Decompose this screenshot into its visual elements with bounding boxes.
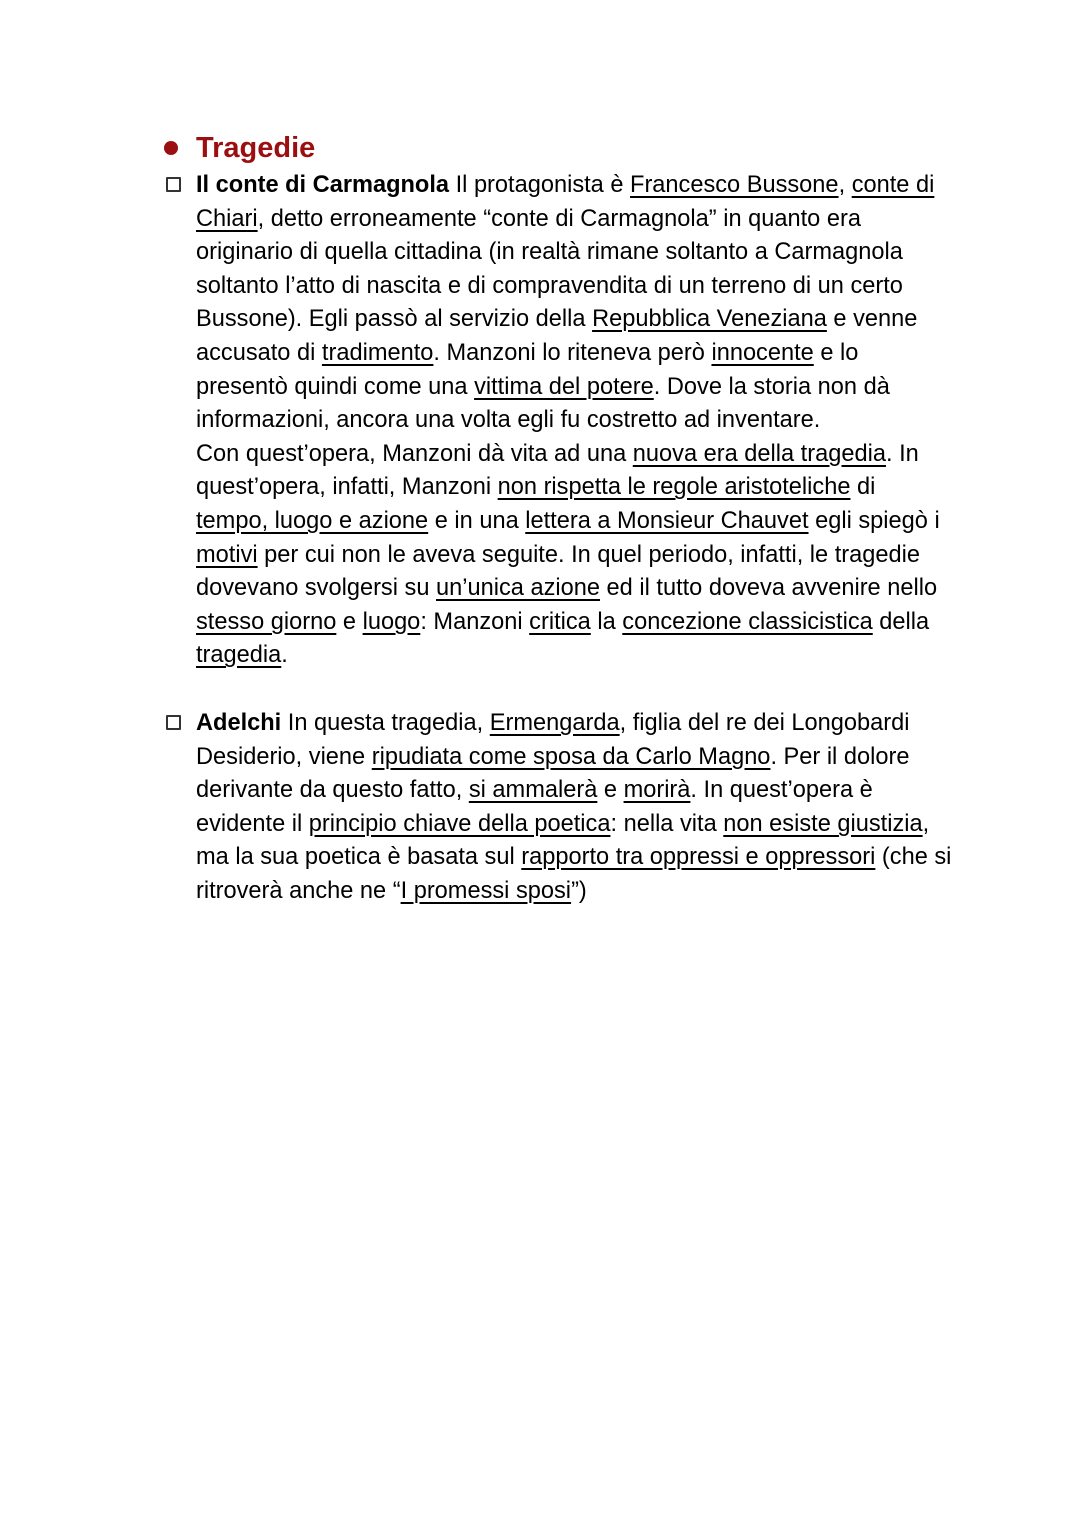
item-text <box>196 707 954 909</box>
paragraph <box>196 707 954 909</box>
underlined-run: tragedia <box>196 642 282 669</box>
underlined-run: tempo, luogo e azione <box>196 507 429 534</box>
text-run: . Dove la storia non dà informazioni, ancora una volta egli fu costretto ad inventare. <box>196 373 890 434</box>
text-run: Con quest’opera, Manzoni dà vita ad una <box>196 440 633 467</box>
text-run: In questa tragedia, <box>281 710 490 736</box>
underlined-run: morirà <box>623 777 691 804</box>
text-run: : nella vita <box>610 810 724 837</box>
text-run: e venne accusato di <box>196 306 918 366</box>
underlined-run: concezione classicistica <box>622 608 873 635</box>
underlined-run: tradimento <box>321 339 434 366</box>
underlined-run: stesso giorno <box>196 608 337 635</box>
underlined-run: Ermengarda <box>489 710 620 736</box>
text-run: ”) <box>571 877 587 904</box>
underlined-run: I promessi sposi <box>400 877 572 904</box>
underlined-run: non rispetta le regole aristoteliche <box>497 474 851 501</box>
text-run: ed il tutto doveva avvenire nello <box>600 575 938 602</box>
underlined-run: ripudiata come sposa da Carlo Magno <box>371 743 771 770</box>
text-run: , detto erroneamente “conte di Carmagnola” in quanto era originario di quella cittadina (in realtà rimane soltanto a Carmagnola soltanto l’atto di nascita e di compravendita di un terreno di un certo Bussone). Egli passò al servizio della <box>196 205 903 333</box>
checkbox-icon[interactable] <box>166 177 181 192</box>
underlined-run: luogo <box>362 608 421 635</box>
bullet-icon <box>164 141 178 155</box>
paragraph <box>196 438 954 673</box>
text-run: di <box>850 474 876 501</box>
text-run: . Per il dolore derivante da questo fatto, <box>196 743 910 804</box>
checkbox-icon[interactable] <box>166 715 181 730</box>
underlined-run: Francesco Bussone <box>630 172 839 198</box>
text-run: la <box>590 608 623 635</box>
text-run: . In quest’opera, infatti, Manzoni <box>196 440 919 501</box>
underlined-run: innocente <box>711 339 814 366</box>
section-title: Tragedie <box>196 131 316 164</box>
paragraph <box>196 169 954 438</box>
text-run: Il protagonista è <box>449 172 631 198</box>
underlined-run: motivi <box>196 541 258 568</box>
text-run: e lo presentò quindi come una <box>196 339 859 400</box>
underlined-run: non esiste giustizia <box>723 810 923 837</box>
text-run: . In quest’opera è evidente il <box>196 777 873 837</box>
section-heading <box>164 128 315 168</box>
underlined-run: vittima del potere <box>474 373 654 400</box>
checklist-item-adelchi <box>164 707 954 909</box>
text-run: per cui non le aveva seguite. In quel periodo, infatti, le tragedie dovevano svolgersi su <box>196 541 920 602</box>
text-run: , figlia del re dei Longobardi Desiderio, viene <box>196 710 910 770</box>
text-run: egli spiegò i <box>808 507 940 534</box>
underlined-run: nuova era della tragedia <box>632 440 886 467</box>
underlined-run: un’unica azione <box>436 575 600 602</box>
text-run: , <box>838 172 852 198</box>
text-run: , ma la sua poetica è basata sul <box>196 810 930 871</box>
text-run: e in una <box>428 507 526 534</box>
item-title: Il conte di Carmagnola <box>196 172 450 198</box>
underlined-run: principio chiave della poetica <box>308 810 611 837</box>
underlined-run: Repubblica Veneziana <box>592 306 827 333</box>
text-run: : Manzoni <box>420 608 530 635</box>
text-run: e <box>597 777 624 804</box>
underlined-run: lettera a Monsieur Chauvet <box>525 507 809 534</box>
underlined-run: rapporto tra oppressi e oppressori <box>521 844 876 871</box>
underlined-run: conte di Chiari <box>196 172 935 232</box>
item-title: Adelchi <box>196 710 282 736</box>
underlined-run: si ammalerà <box>468 777 598 804</box>
checklist-item-carmagnola <box>164 169 954 673</box>
text-run: (che si ritroverà anche ne “ <box>196 844 952 904</box>
text-run: della <box>872 608 930 635</box>
item-text <box>196 169 954 673</box>
text-run: . Manzoni lo riteneva però <box>433 339 712 366</box>
text-run: . <box>281 642 288 669</box>
underlined-run: critica <box>529 608 591 635</box>
text-run: e <box>336 608 363 635</box>
